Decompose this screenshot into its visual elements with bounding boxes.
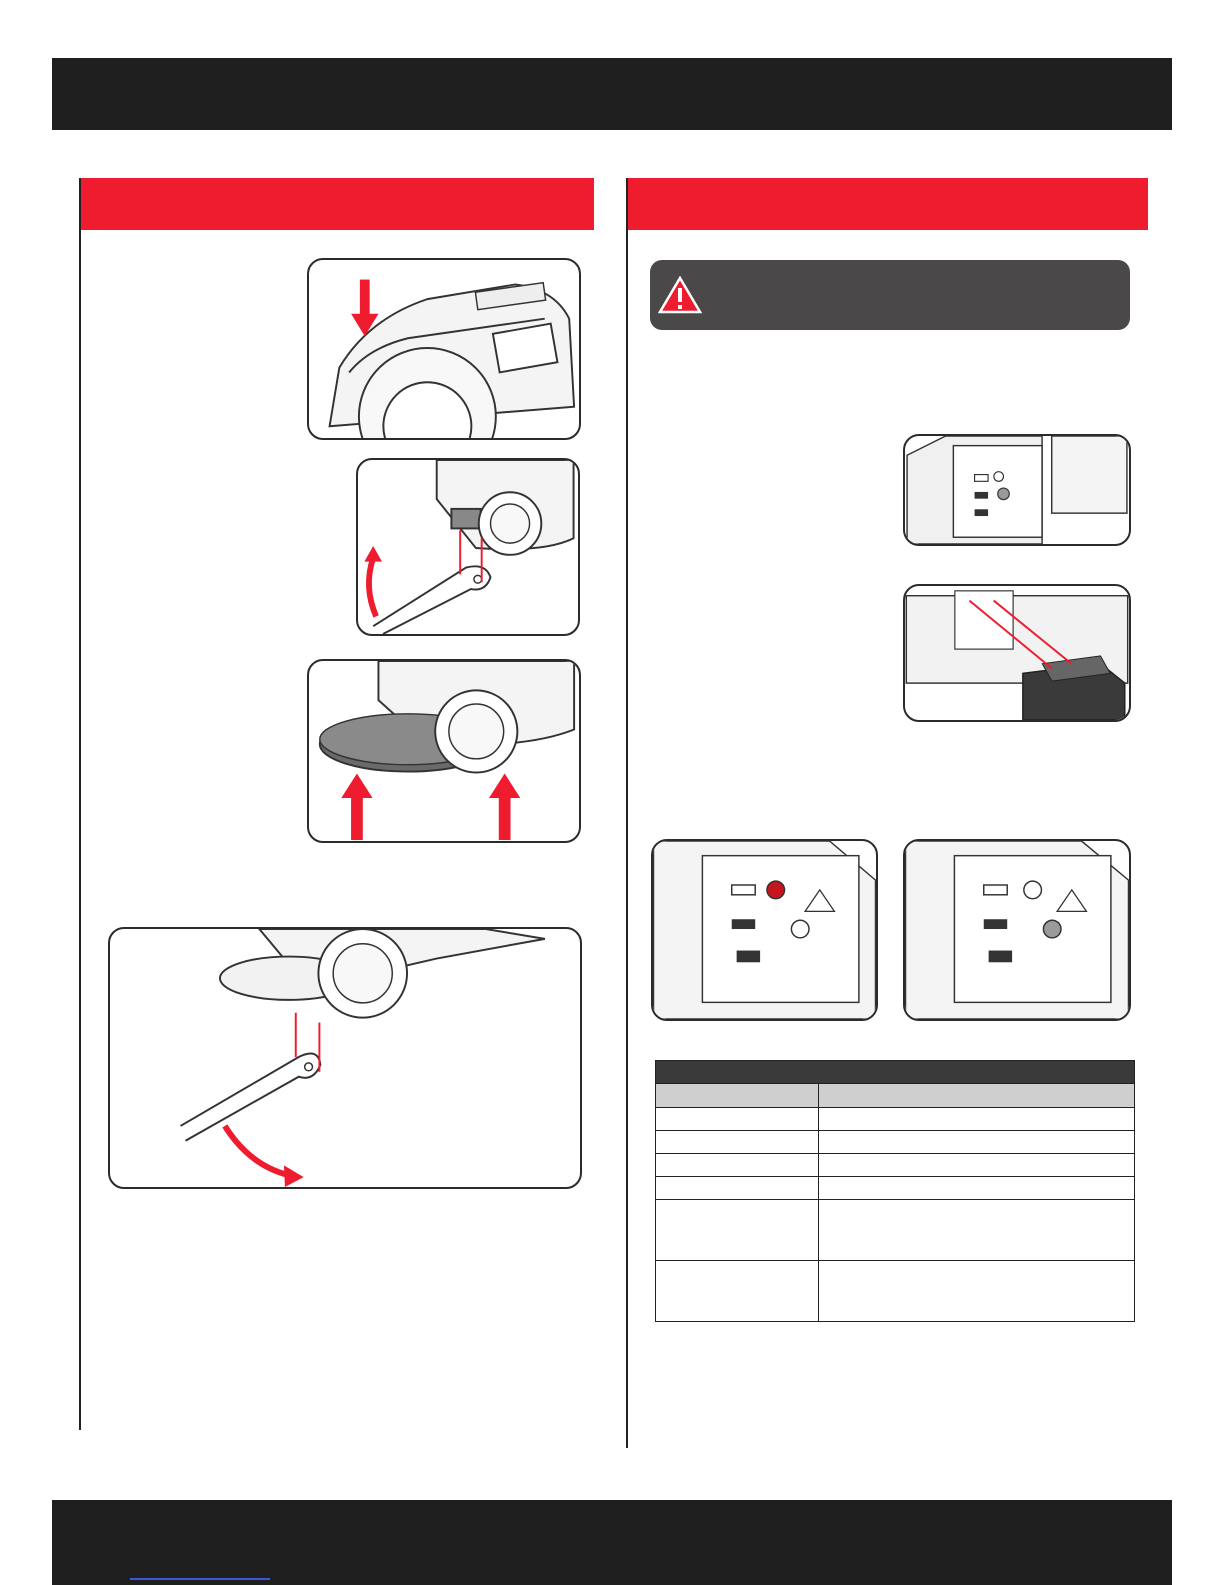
spanner-icon bbox=[373, 566, 490, 634]
figure-tighten-flange bbox=[108, 927, 582, 1189]
section-header-right bbox=[628, 178, 1148, 230]
arrow-up-icon bbox=[341, 774, 372, 841]
figure-insert-battery bbox=[903, 584, 1131, 722]
table-row bbox=[656, 1108, 1135, 1131]
figure-charger-plugged bbox=[903, 434, 1131, 546]
table-header-row bbox=[656, 1084, 1135, 1108]
arrow-up-icon bbox=[489, 774, 520, 841]
figure-led-status bbox=[903, 839, 1131, 1021]
section-header-left bbox=[80, 178, 594, 230]
column-divider-right bbox=[626, 178, 628, 1448]
table-row bbox=[656, 1261, 1135, 1322]
figure-remove-flange bbox=[356, 458, 580, 636]
table-row bbox=[656, 1131, 1135, 1154]
footer-link-underline[interactable] bbox=[130, 1578, 270, 1580]
table-title-row bbox=[656, 1061, 1135, 1084]
charger-indicator-table bbox=[655, 1060, 1135, 1322]
figure-led-red bbox=[651, 839, 878, 1021]
table-row bbox=[656, 1177, 1135, 1200]
rotate-arrow-icon bbox=[225, 1126, 304, 1187]
rotate-arrow-icon bbox=[364, 546, 382, 616]
figure-fit-disc bbox=[307, 659, 581, 843]
warning-box bbox=[650, 260, 1130, 330]
warning-triangle-icon bbox=[658, 276, 702, 314]
column-divider-left bbox=[79, 178, 81, 1430]
table-row bbox=[656, 1200, 1135, 1261]
table-row bbox=[656, 1154, 1135, 1177]
header-bar bbox=[52, 58, 1172, 130]
spanner-icon bbox=[181, 1053, 321, 1140]
figure-spindle-lock bbox=[307, 258, 581, 440]
footer-bar bbox=[52, 1500, 1172, 1585]
